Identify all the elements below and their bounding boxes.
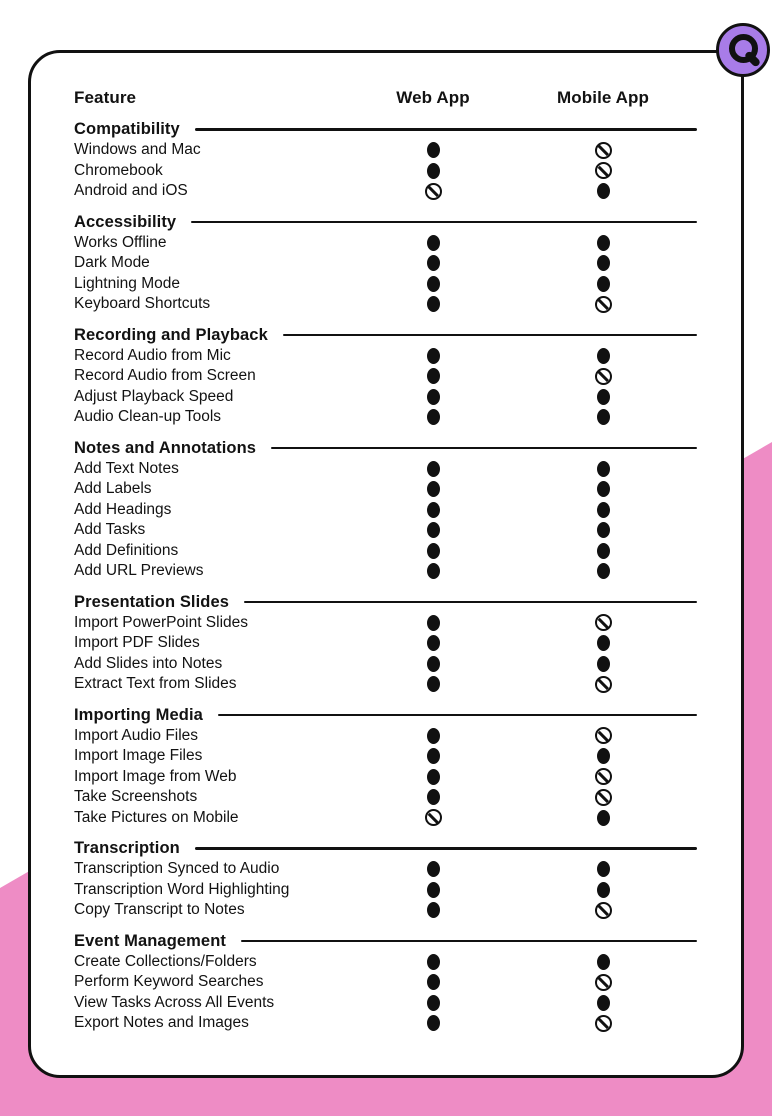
filled-dot-icon [427,748,440,764]
section-divider-line [218,714,697,717]
table-row [74,900,697,921]
web-app-status [348,296,518,312]
filled-dot-icon [427,728,440,744]
no-sign-icon [595,789,612,806]
filled-dot-icon [427,389,440,405]
section-divider-line [271,447,697,450]
filled-dot-icon [597,995,610,1011]
mobile-app-status [518,748,688,764]
table-row [74,181,697,202]
feature-label: Take Screenshots [74,788,198,806]
web-app-status [348,163,518,179]
feature-label: Add Text Notes [74,459,179,477]
mobile-app-status [518,183,688,199]
mobile-app-status [518,296,688,313]
web-app-status [348,809,518,826]
section-header [74,119,697,140]
feature-label: Transcription Synced to Audio [74,860,280,878]
no-sign-icon [595,142,612,159]
mobile-app-status [518,810,688,826]
web-app-status [348,635,518,651]
feature-section [74,438,697,582]
web-app-status [348,409,518,425]
mobile-app-status [518,481,688,497]
mobile-app-status [518,235,688,251]
search-badge [716,23,770,77]
filled-dot-icon [427,769,440,785]
magnifier-handle-icon [744,50,762,68]
table-row [74,726,697,747]
web-app-status [348,748,518,764]
filled-dot-icon [597,861,610,877]
feature-sections [74,119,697,1034]
table-row [74,294,697,315]
filled-dot-icon [597,348,610,364]
section-title: Notes and Annotations [74,438,257,457]
table-row [74,541,697,562]
filled-dot-icon [427,563,440,579]
filled-dot-icon [597,748,610,764]
section-divider-line [191,221,697,224]
table-row [74,274,697,295]
feature-label: Chromebook [74,161,163,179]
filled-dot-icon [427,522,440,538]
mobile-app-status [518,255,688,271]
table-row [74,746,697,767]
mobile-app-status [518,543,688,559]
mobile-app-status [518,727,688,744]
web-app-status [348,235,518,251]
table-row [74,972,697,993]
filled-dot-icon [597,954,610,970]
feature-label: View Tasks Across All Events [74,993,275,1011]
filled-dot-icon [597,656,610,672]
section-header [74,438,697,459]
filled-dot-icon [427,142,440,158]
feature-label: Add Headings [74,500,172,518]
mobile-app-status [518,142,688,159]
section-title: Importing Media [74,705,203,724]
section-header [74,705,697,726]
section-header [74,931,697,952]
web-app-status [348,769,518,785]
filled-dot-icon [427,235,440,251]
table-row [74,459,697,480]
no-sign-icon [595,974,612,991]
mobile-app-status [518,368,688,385]
mobile-app-status [518,461,688,477]
feature-label: Import PowerPoint Slides [74,613,249,631]
filled-dot-icon [427,974,440,990]
web-app-status [348,389,518,405]
web-app-status [348,861,518,877]
table-row [74,880,697,901]
feature-label: Record Audio from Screen [74,367,256,385]
feature-label: Record Audio from Mic [74,346,231,364]
feature-label: Windows and Mac [74,141,201,159]
filled-dot-icon [427,656,440,672]
table-row [74,1013,697,1034]
table-row [74,387,697,408]
filled-dot-icon [427,1015,440,1031]
web-app-status [348,676,518,692]
filled-dot-icon [427,481,440,497]
table-row [74,859,697,880]
filled-dot-icon [427,789,440,805]
filled-dot-icon [597,255,610,271]
no-sign-icon [425,809,442,826]
filled-dot-icon [427,995,440,1011]
web-app-status [348,368,518,384]
feature-section [74,325,697,428]
web-app-status [348,502,518,518]
table-row [74,346,697,367]
web-app-status [348,615,518,631]
web-app-status [348,183,518,200]
table-row [74,613,697,634]
section-divider-line [283,334,697,337]
filled-dot-icon [597,276,610,292]
filled-dot-icon [597,461,610,477]
table-row [74,161,697,182]
no-sign-icon [595,727,612,744]
table-row [74,654,697,675]
feature-label: Add Slides into Notes [74,654,223,672]
no-sign-icon [595,676,612,693]
column-header-feature: Feature [74,88,137,107]
mobile-app-status [518,522,688,538]
no-sign-icon [595,768,612,785]
web-app-status [348,142,518,158]
web-app-status [348,1015,518,1031]
no-sign-icon [595,614,612,631]
web-app-status [348,902,518,918]
feature-label: Perform Keyword Searches [74,973,264,991]
mobile-app-status [518,276,688,292]
web-app-status [348,728,518,744]
mobile-app-status [518,409,688,425]
feature-label: Import Image from Web [74,767,237,785]
filled-dot-icon [427,882,440,898]
mobile-app-status [518,768,688,785]
mobile-app-status [518,676,688,693]
feature-label: Android and iOS [74,182,188,200]
mobile-app-status [518,954,688,970]
web-app-status [348,461,518,477]
feature-label: Dark Mode [74,254,150,272]
mobile-app-status [518,348,688,364]
web-app-status [348,348,518,364]
web-app-status [348,789,518,805]
mobile-app-status [518,502,688,518]
table-row [74,479,697,500]
section-header [74,325,697,346]
mobile-app-status [518,882,688,898]
table-row [74,140,697,161]
mobile-app-status [518,1015,688,1032]
filled-dot-icon [597,235,610,251]
filled-dot-icon [597,389,610,405]
mobile-app-status [518,162,688,179]
filled-dot-icon [427,635,440,651]
filled-dot-icon [427,348,440,364]
feature-label: Transcription Word Highlighting [74,880,290,898]
web-app-status [348,255,518,271]
feature-section [74,212,697,315]
column-header-web-app: Web App [396,88,470,107]
table-row [74,233,697,254]
filled-dot-icon [427,409,440,425]
mobile-app-status [518,995,688,1011]
section-title: Transcription [74,839,180,857]
mobile-app-status [518,902,688,919]
no-sign-icon [595,902,612,919]
mobile-app-status [518,974,688,991]
feature-label: Copy Transcript to Notes [74,901,245,919]
section-header [74,212,697,233]
feature-section [74,119,697,202]
filled-dot-icon [597,563,610,579]
filled-dot-icon [597,522,610,538]
section-divider-line [244,601,697,604]
mobile-app-status [518,656,688,672]
feature-label: Import Image Files [74,747,203,765]
feature-label: Extract Text from Slides [74,675,237,693]
filled-dot-icon [597,543,610,559]
no-sign-icon [425,183,442,200]
feature-label: Take Pictures on Mobile [74,808,239,826]
feature-label: Export Notes and Images [74,1014,249,1032]
table-row [74,407,697,428]
no-sign-icon [595,368,612,385]
feature-label: Adjust Playback Speed [74,387,234,405]
web-app-status [348,522,518,538]
web-app-status [348,954,518,970]
filled-dot-icon [597,502,610,518]
mobile-app-status [518,614,688,631]
section-header [74,838,697,859]
web-app-status [348,882,518,898]
feature-label: Add Definitions [74,541,179,559]
feature-section [74,705,697,829]
filled-dot-icon [427,255,440,271]
filled-dot-icon [427,954,440,970]
table-row [74,993,697,1014]
feature-label: Import PDF Slides [74,634,200,652]
filled-dot-icon [597,409,610,425]
feature-label: Import Audio Files [74,726,199,744]
filled-dot-icon [427,543,440,559]
filled-dot-icon [427,163,440,179]
section-divider-line [241,940,697,943]
section-divider-line [195,847,697,850]
filled-dot-icon [427,615,440,631]
comparison-card [28,50,744,1078]
filled-dot-icon [597,810,610,826]
mobile-app-status [518,789,688,806]
filled-dot-icon [427,676,440,692]
no-sign-icon [595,1015,612,1032]
filled-dot-icon [427,902,440,918]
filled-dot-icon [427,276,440,292]
feature-label: Lightning Mode [74,274,180,292]
filled-dot-icon [427,502,440,518]
filled-dot-icon [597,481,610,497]
mobile-app-status [518,563,688,579]
filled-dot-icon [427,296,440,312]
feature-label: Add URL Previews [74,562,204,580]
section-title: Presentation Slides [74,592,230,611]
table-row [74,787,697,808]
table-row [74,561,697,582]
feature-label: Add Labels [74,480,152,498]
filled-dot-icon [597,635,610,651]
filled-dot-icon [427,368,440,384]
section-header [74,592,697,613]
filled-dot-icon [427,461,440,477]
table-row [74,952,697,973]
table-row [74,808,697,829]
table-row [74,520,697,541]
web-app-status [348,563,518,579]
section-title: Recording and Playback [74,325,268,344]
table-row [74,767,697,788]
feature-label: Create Collections/Folders [74,952,257,970]
mobile-app-status [518,861,688,877]
section-title: Event Management [74,931,226,950]
table-row [74,366,697,387]
table-row [74,633,697,654]
feature-section [74,838,697,921]
web-app-status [348,481,518,497]
no-sign-icon [595,296,612,313]
section-title: Accessibility [74,212,177,231]
web-app-status [348,974,518,990]
web-app-status [348,995,518,1011]
filled-dot-icon [597,882,610,898]
feature-label: Audio Clean-up Tools [74,408,222,426]
table-header-row [74,87,697,109]
web-app-status [348,543,518,559]
no-sign-icon [595,162,612,179]
column-header-mobile-app: Mobile App [557,88,649,107]
section-title: Compatibility [74,120,180,138]
web-app-status [348,656,518,672]
filled-dot-icon [427,861,440,877]
feature-section [74,592,697,695]
mobile-app-status [518,389,688,405]
section-divider-line [195,128,697,131]
feature-label: Works Offline [74,233,167,251]
feature-section [74,931,697,1034]
mobile-app-status [518,635,688,651]
feature-label: Add Tasks [74,521,146,539]
filled-dot-icon [597,183,610,199]
table-row [74,674,697,695]
table-row [74,500,697,521]
feature-label: Keyboard Shortcuts [74,295,211,313]
web-app-status [348,276,518,292]
table-row [74,253,697,274]
